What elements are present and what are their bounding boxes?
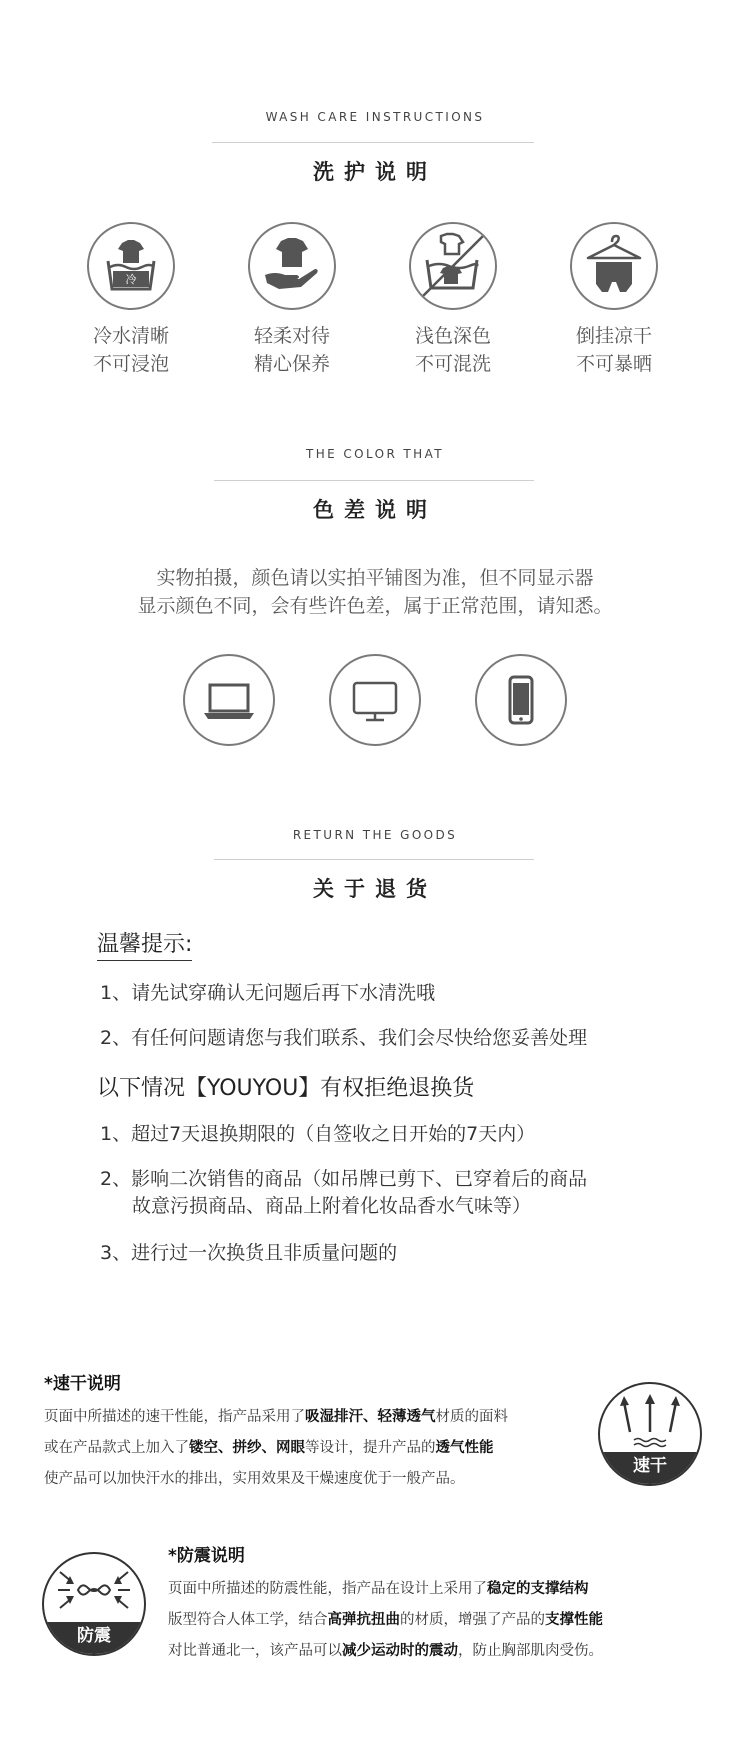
refuse-heading: 以下情况【YOUYOU】有权拒绝退换货 [97,1076,475,1101]
care-label-2-line1: 轻柔对待 [253,325,330,347]
care-label-4 [539,322,689,378]
hang-dry-icon [570,222,658,310]
shock-badge-label: 防震 [44,1622,144,1654]
color-divider [214,480,534,481]
care-label-4-line1: 倒挂凉干 [575,325,652,347]
refuse-item-cont: 故意污损商品、商品上附着化妆品香水气味等） [132,1195,532,1217]
color-title-en: THE COLOR THAT [306,447,444,461]
care-label-3 [378,322,528,378]
care-label-3-line2: 不可混洗 [414,353,491,375]
wash-title-en: WASH CARE INSTRUCTIONS [265,110,485,124]
quick-dry-badge-label: 速干 [600,1452,700,1484]
color-note-line2: 显示颜色不同，会有些许色差，属于正常范围，请知悉。 [137,595,613,617]
care-label-3-line1: 浅色深色 [414,325,491,347]
refuse-item: 1、超过7天退换期限的（自签收之日开始的7天内） [100,1123,536,1145]
shock-line2: 版型符合人体工学，结合高弹抗扭曲的材质，增强了产品的支撑性能 [168,1612,603,1628]
monitor-icon [329,654,421,746]
quick-dry-line1: 页面中所描述的速干性能，指产品采用了吸湿排汗、轻薄透气材质的面料 [44,1409,508,1425]
arrows-up-icon [600,1384,700,1456]
shock-line3: 对比普通北一，该产品可以减少运动时的震动，防止胸部肌肉受伤。 [168,1643,603,1659]
shock-absorb-icon [44,1554,144,1626]
laptop-icon [183,654,275,746]
care-label-2-line2: 精心保养 [253,353,330,375]
care-label-4-line2: 不可暴晒 [575,353,652,375]
quick-dry-line3: 使产品可以加快汗水的排出，实用效果及干燥速度优于一般产品。 [44,1471,465,1487]
care-label-1 [56,322,206,378]
refuse-item: 3、进行过一次换货且非质量问题的 [100,1242,398,1264]
returns-title-cn: 关于退货 [313,877,437,901]
phone-icon [475,654,567,746]
quick-dry-title: *速干说明 [44,1374,121,1394]
quick-dry-line2: 或在产品款式上加入了镂空、拼纱、网眼等设计，提升产品的透气性能 [44,1440,494,1456]
cold-wash-char: 冷 [125,273,137,286]
care-label-1-line1: 冷水清晰 [92,325,169,347]
refuse-item: 2、影响二次销售的商品（如吊牌已剪下、已穿着后的商品 [100,1168,588,1190]
care-label-2 [217,322,367,378]
shock-line1: 页面中所描述的防震性能，指产品在设计上采用了稳定的支撑结构 [168,1581,589,1597]
tip-item: 1、请先试穿确认无问题后再下水清洗哦 [100,982,436,1004]
color-note-line1: 实物拍摄，颜色请以实拍平铺图为准，但不同显示器 [156,567,594,589]
shock-title: *防震说明 [168,1546,245,1566]
wash-title-cn: 洗护说明 [313,160,437,184]
tip-heading: 温馨提示: [97,927,192,961]
cold-wash-icon [87,222,175,310]
wash-divider [212,142,534,143]
care-label-1-line2: 不可浸泡 [92,353,169,375]
returns-title-en: RETURN THE GOODS [292,828,458,842]
quick-dry-badge [598,1382,702,1486]
separate-wash-icon [409,222,497,310]
tip-item: 2、有任何问题请您与我们联系、我们会尽快给您妥善处理 [100,1027,588,1049]
color-title-cn: 色差说明 [313,498,437,522]
returns-divider [214,859,534,860]
shock-badge [42,1552,146,1656]
hand-care-icon [248,222,336,310]
